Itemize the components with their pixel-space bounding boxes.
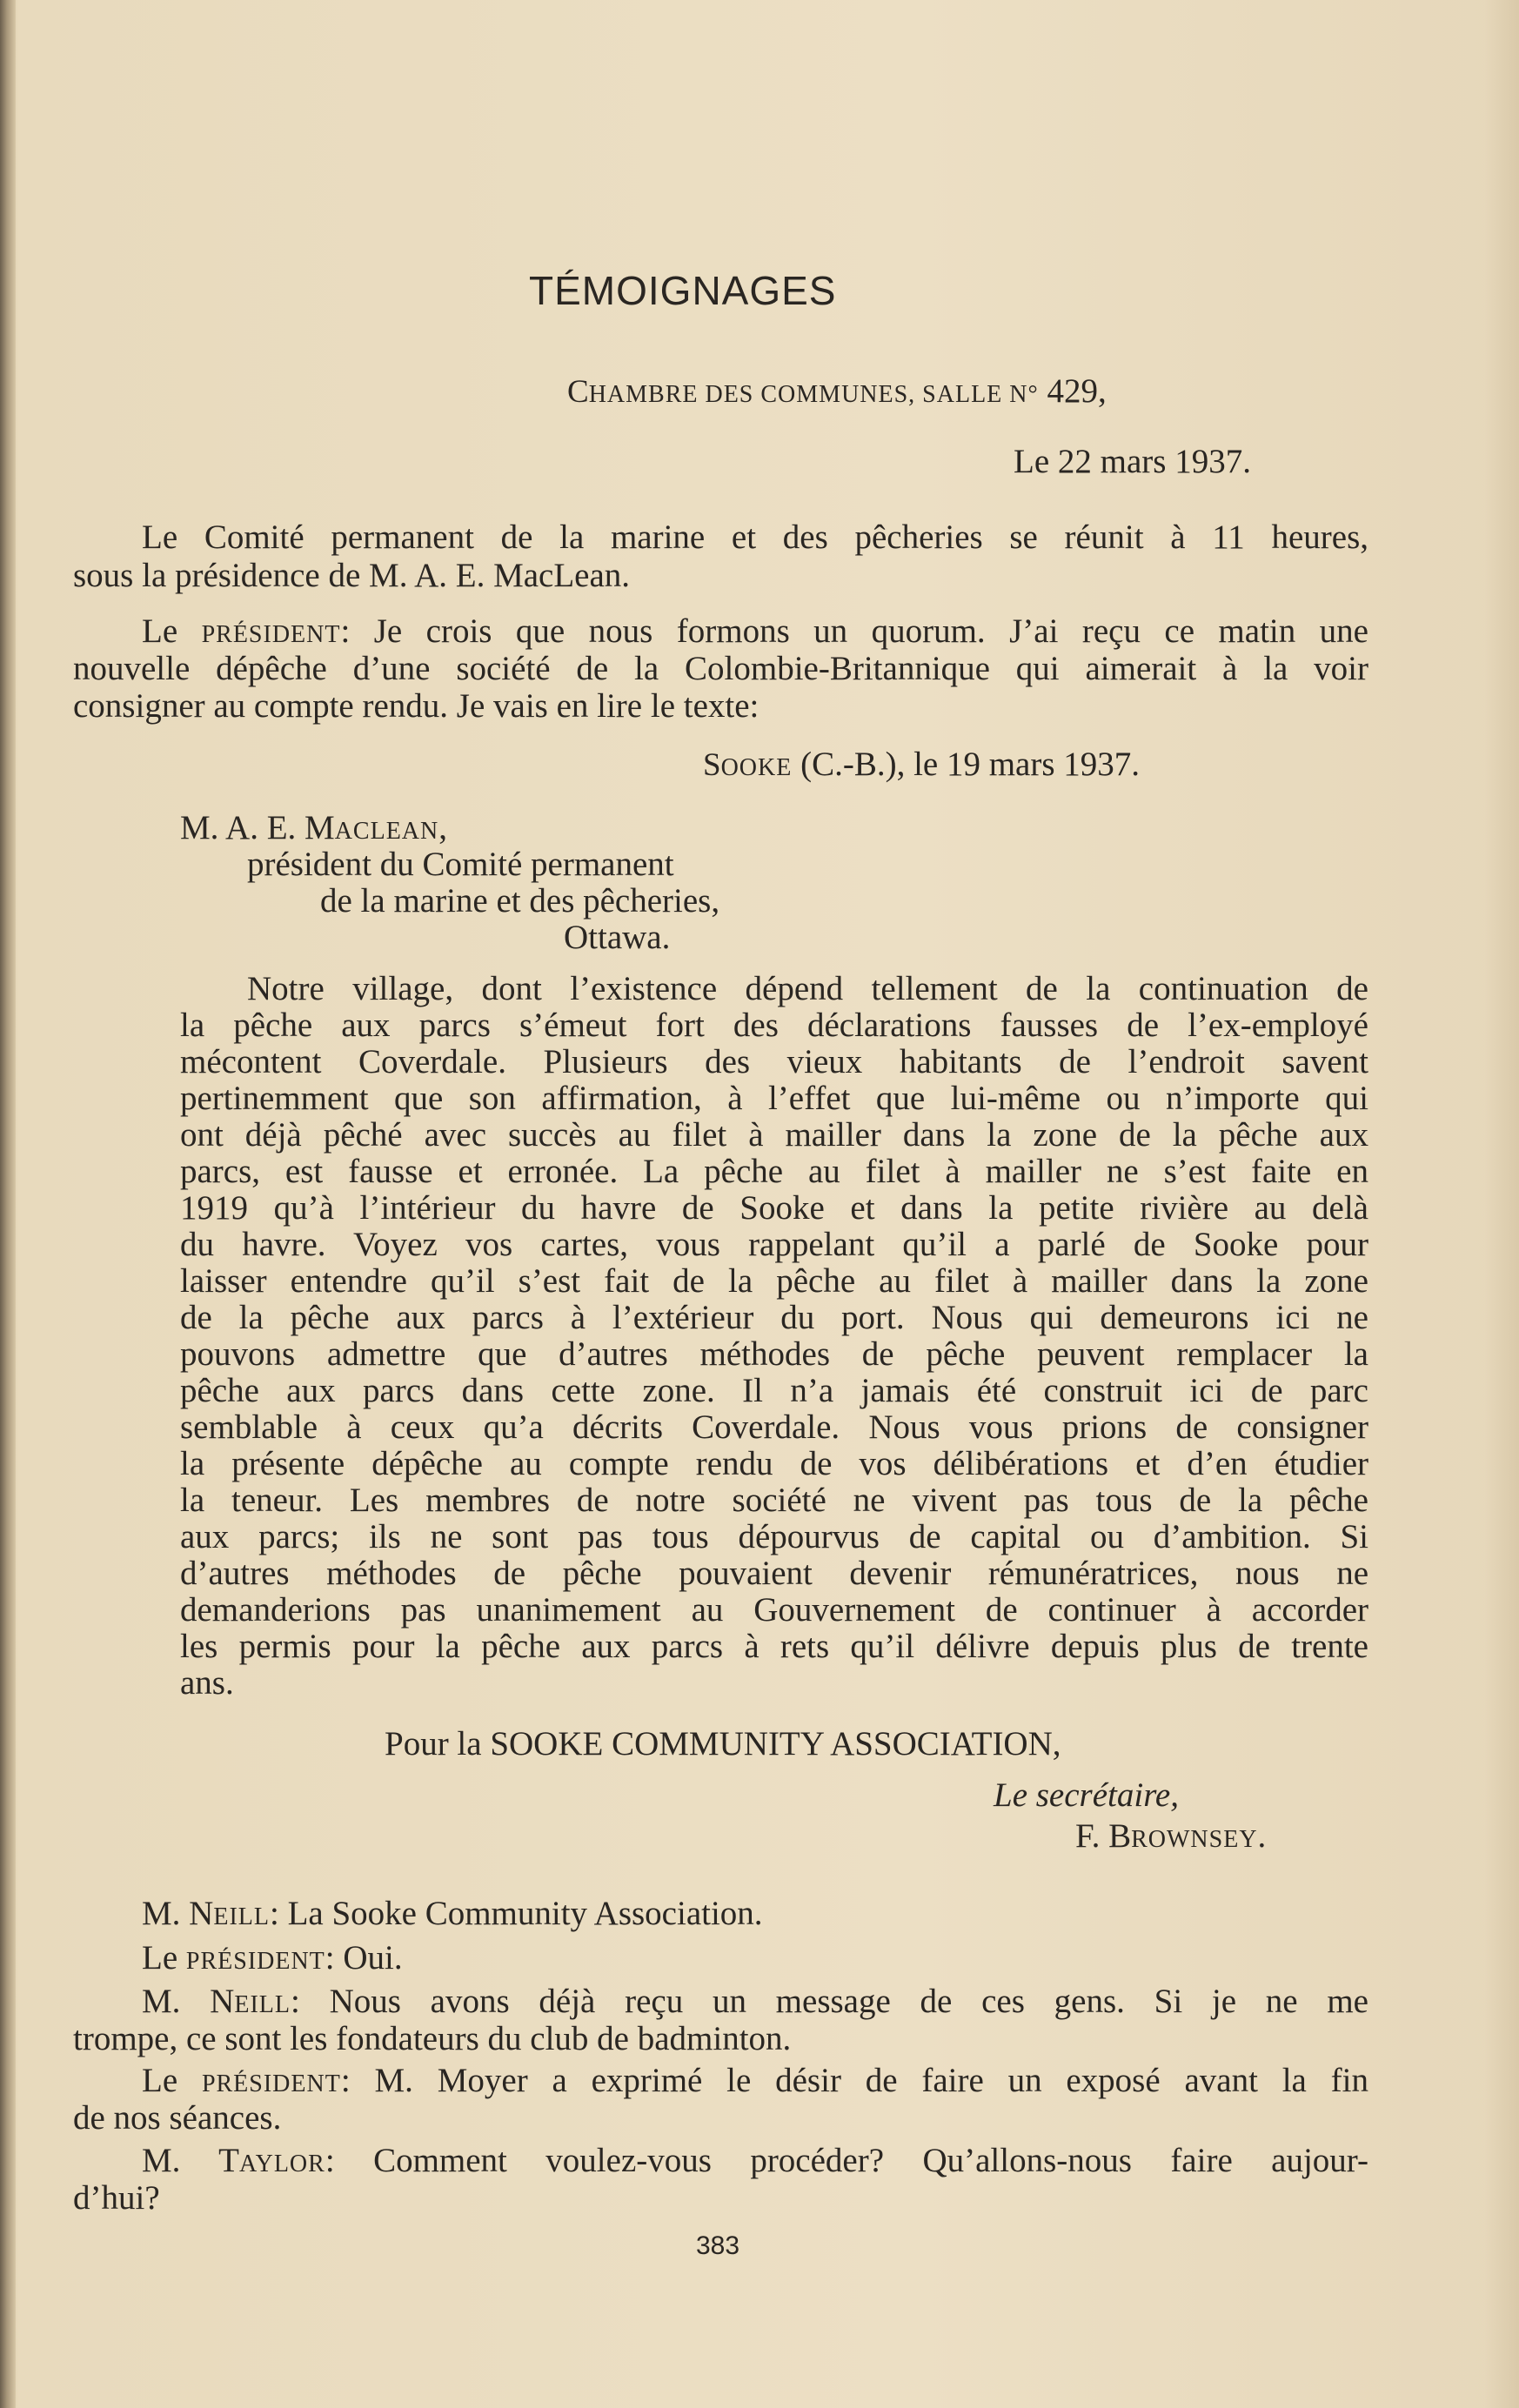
letter-place-date bbox=[703, 746, 1140, 787]
location-line bbox=[567, 372, 1107, 414]
speaker-lead: M. N bbox=[142, 1895, 214, 1932]
exchange-2 bbox=[142, 1939, 403, 1981]
page-number: 383 bbox=[696, 2231, 740, 2260]
body-line: parcs, est fausse et erronée. La pêche au filet à mailler ne s’est faite en bbox=[180, 1153, 1368, 1190]
addressee-end: , bbox=[438, 809, 447, 846]
signer-role: Le secrétaire, bbox=[994, 1776, 1179, 1814]
exchange-text: : M. Moyer a exprimé le désir de faire un exposé avant la fin bbox=[340, 2062, 1368, 2099]
addressee-lead: M. A. E. M bbox=[180, 809, 335, 846]
body-line: la pêche aux parcs s’émeut fort des déclarations fausses de l’ex-employé bbox=[180, 1007, 1368, 1044]
exchange-4-line-2: de nos séances. bbox=[73, 2099, 282, 2137]
addressee bbox=[180, 809, 447, 851]
exchange-3-line-1 bbox=[142, 1983, 1368, 2024]
signer-lead: F. B bbox=[1075, 1817, 1132, 1855]
body-line: de la pêche aux parcs à l’extérieur du port. Nous qui demeurons ici ne bbox=[180, 1299, 1368, 1336]
speaker-smallcaps: EILL bbox=[234, 1991, 291, 2018]
speaker-lead: M. T bbox=[142, 2142, 239, 2179]
body-line: du havre. Voyez vos cartes, vous rappelant qu’il a parlé de Sooke pour bbox=[180, 1226, 1368, 1263]
speaker-smallcaps: PRÉSIDENT bbox=[201, 621, 341, 648]
exchange-text: : Oui. bbox=[325, 1939, 403, 1977]
body-line: les permis pour la pêche aux parcs à rets qu’il délivre depuis plus de trente bbox=[180, 1628, 1368, 1665]
speaker-lead: Le bbox=[142, 1939, 186, 1977]
page-title: TÉMOIGNAGES bbox=[529, 268, 837, 313]
address-line-1: président du Comité permanent bbox=[247, 846, 674, 883]
president-text-1: : Je crois que nous formons un quorum. J’ai reçu ce matin une bbox=[340, 612, 1368, 650]
body-line: ont déjà pêché avec succès au filet à mailler dans la zone de la pêche aux bbox=[180, 1116, 1368, 1154]
speaker-smallcaps: EILL bbox=[213, 1903, 270, 1930]
president-line-2: nouvelle dépêche d’une société de la Colombie-Britannique qui aimerait à la voir bbox=[73, 650, 1368, 687]
body-line: mécontent Coverdale. Plusieurs des vieux habitants de l’endroit savent bbox=[180, 1043, 1368, 1080]
place-initial: S bbox=[703, 747, 721, 783]
body-line: 1919 qu’à l’intérieur du havre de Sooke et dans la petite rivière au delà bbox=[180, 1189, 1368, 1227]
signer-smallcaps: ROWNSEY bbox=[1131, 1826, 1258, 1853]
president-line-1 bbox=[142, 612, 1368, 654]
body-line: aux parcs; ils ne sont pas tous dépourvus de capital ou d’ambition. Si bbox=[180, 1518, 1368, 1555]
speaker-smallcaps: PRÉSIDENT bbox=[201, 2070, 341, 2097]
letter-closing: Pour la SOOKE COMMUNITY ASSOCIATION, bbox=[385, 1725, 1061, 1763]
body-line-last: ans. bbox=[180, 1664, 234, 1702]
exchange-1 bbox=[142, 1895, 763, 1936]
body-line: pertinemment que son affirmation, à l’effet que lui-même ou n’importe qui bbox=[180, 1080, 1368, 1117]
place-smallcaps: OOKE bbox=[720, 754, 793, 781]
intro-line-1: Le Comité permanent de la marine et des pêcheries se réunit à 11 heures, bbox=[142, 518, 1368, 556]
location-smallcaps: HAMBRE DES COMMUNES, SALLE N° bbox=[588, 381, 1039, 408]
place-rest: (C.-B.), le 19 mars 1937. bbox=[792, 746, 1141, 783]
exchange-text: : Comment voulez-vous procéder? Qu’allons-nous faire aujour- bbox=[325, 2142, 1368, 2179]
exchange-text: : La Sooke Community Association. bbox=[269, 1895, 763, 1932]
body-line: semblable à ceux qu’a décrits Coverdale. Nous vous prions de consigner bbox=[180, 1408, 1368, 1446]
signer-end: . bbox=[1257, 1817, 1267, 1855]
speaker-lead: M. N bbox=[142, 1983, 235, 2020]
exchange-text: : Nous avons déjà reçu un message de ces gens. Si je ne me bbox=[290, 1983, 1368, 2020]
exchange-5-line-1 bbox=[142, 2142, 1368, 2184]
body-line: d’autres méthodes de pêche pouvaient devenir rémunératrices, nous ne bbox=[180, 1555, 1368, 1592]
president-line-3: consigner au compte rendu. Je vais en lire le texte: bbox=[73, 687, 760, 725]
speaker-lead: Le bbox=[142, 2062, 202, 2099]
address-line-2: de la marine et des pêcheries, bbox=[320, 882, 720, 920]
body-line: pêche aux parcs dans cette zone. Il n’a jamais été construit ici de parc bbox=[180, 1372, 1368, 1409]
exchange-4-line-1 bbox=[142, 2062, 1368, 2104]
body-line: la présente dépêche au compte rendu de vos délibérations et d’en étudier bbox=[180, 1445, 1368, 1482]
signer-name bbox=[1075, 1817, 1266, 1859]
exchange-5-line-2: d’hui? bbox=[73, 2179, 160, 2217]
date-line: Le 22 mars 1937. bbox=[1014, 443, 1251, 480]
speaker-label: Le bbox=[142, 612, 202, 650]
address-line-3: Ottawa. bbox=[564, 919, 671, 956]
location-initial: C bbox=[567, 374, 589, 410]
body-line: demanderions pas unanimement au Gouvernement de continuer à accorder bbox=[180, 1591, 1368, 1629]
body-line: pouvons admettre que d’autres méthodes de pêche peuvent remplacer la bbox=[180, 1335, 1368, 1373]
intro-line-2: sous la présidence de M. A. E. MacLean. bbox=[73, 557, 631, 594]
addressee-smallcaps: ACLEAN bbox=[334, 818, 439, 845]
exchange-3-line-2: trompe, ce sont les fondateurs du club de badminton. bbox=[73, 2020, 792, 2057]
body-line: Notre village, dont l’existence dépend tellement de la continuation de bbox=[247, 970, 1368, 1007]
location-number: 429, bbox=[1038, 372, 1107, 410]
body-line: laisser entendre qu’il s’est fait de la pêche au filet à mailler dans la zone bbox=[180, 1262, 1368, 1300]
body-line: la teneur. Les membres de notre société ne vivent pas tous de la pêche bbox=[180, 1482, 1368, 1519]
speaker-smallcaps: PRÉSIDENT bbox=[185, 1948, 325, 1975]
speaker-smallcaps: AYLOR bbox=[238, 2150, 325, 2177]
